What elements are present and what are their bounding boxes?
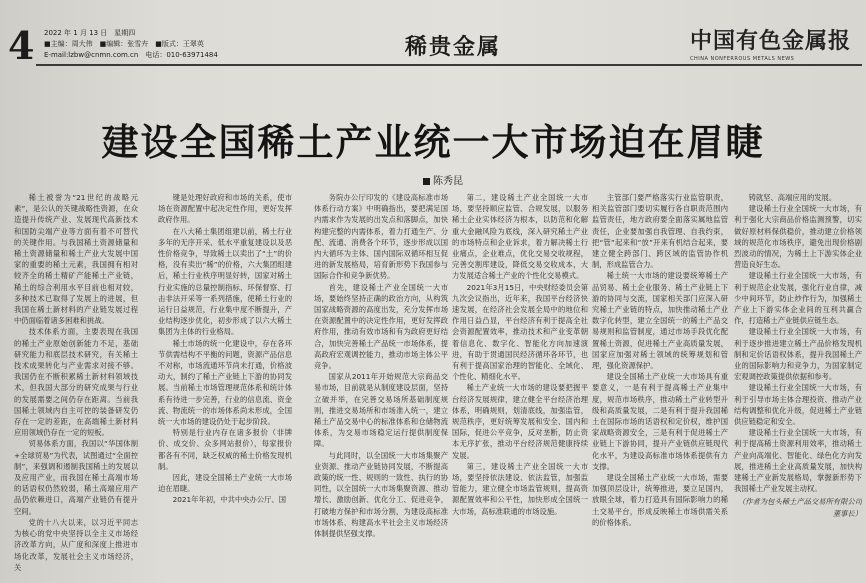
author-name: 陈秀昆 <box>433 176 463 187</box>
paragraph: 贸易体系方面，我国以“华国体制+全球贸易”为代表，试图通过“全面控制”，来强调和遏制我国稀土的发展以及应用产业，而我国在稀土高端市场的话语权仍然较弱，稀土高端应用产品仍依赖进口，高端产业链仍有提升空间。 <box>14 439 138 516</box>
article-column-5 <box>592 192 728 578</box>
article-headline: 建设全国稀土产业统一大市场迫在眉睫 <box>101 121 765 164</box>
article-column-4 <box>452 192 588 578</box>
issue-info <box>44 28 294 61</box>
paragraph: 建设稀土行业全国统一大市场，有利于引导市场主体合理投资、推动产业结构调整和优化升级，促进稀土产业链供应链稳定和安全。 <box>734 383 862 427</box>
square-bullet-icon <box>423 178 430 185</box>
paragraph: 建设稀土行业全国统一大市场，有利于逐步推进建立稀土产品价格发现机制和定价话语权体系，提升我国稀土产业的国际影响力和竞争力，为国家制定宏观调控政策提供依据和参考。 <box>734 327 862 382</box>
paragraph: 建设稀土行业全国统一大市场，有利于规范企业发展，强化行业自律，减少中间环节，防止炒作行为，加强稀土产业上下游实体企业间的互利共赢合作，打造稀土产业链供应链生态。 <box>734 271 862 326</box>
paragraph: 因此，建设全国稀土产业统一大市场迫在眉睫。 <box>158 473 292 494</box>
paragraph: 稀土产业统一大市场的建设要把握平台经济发展规律，建立健全平台经济治理体系，明确规则，划清底线，加强监管，规范秩序，更好统筹发展和安全、国内和国际，促进公平竞争，反对垄断，防止资本无序扩张，推动平台经济规范健康持续发展。 <box>452 383 588 460</box>
section-title: 稀贵金属 <box>405 34 502 60</box>
article-column-3 <box>314 192 448 578</box>
paragraph: 首先，建设稀土产业全国统一大市场，要始终坚持正确的政治方向，从构筑国家战略资源的高度出发，充分发挥市场在资源配置中的决定性作用，更好发挥政府作用，推动有效市场和有为政府更好结合，加快完善稀土产品统一市场体系，提高政府宏观调控能力，推动市场主体公平竞争。 <box>314 282 448 371</box>
paragraph: 国家从2011年开始规范大宗商品交易市场，目前就是从制度建设层面，坚持立破并举，在完善交易场所基础制度规则，推进交易场所和市场准入统一，建立稀土产品交易中心的标准体系和仓储物流体系，为交易市场稳定运行提供制度保障。 <box>314 372 448 449</box>
page-number: 4 <box>8 23 35 68</box>
header-rule <box>36 64 862 66</box>
byline <box>423 172 463 187</box>
paragraph: 稀土被誉为“21世纪的战略元素”，是公认的关键战略性资源，在众造提升传统产业、发展现代高新技术和国防尖端产业等方面有着不可替代的关键作用。与我国稀土资源储量和稀土资源储量和稀土产业大发展中国家的重要的稀土元素，我国拥有相对较齐全的稀土精矿产能稀土产业链，稀土的综合利用水平目前也相对较，多种技术已取得了发展上的进展，但我国在稀土新材料的产业链发展过程中仍面临着诸多困难和挑战。 <box>14 193 138 326</box>
article-column-2 <box>158 192 292 578</box>
paragraph: 与此同时，以全国统一大市场集聚产业资源、推动产业链协同发展，不断提高政策的统一性、规则的一致性、执行的协同性，以全国统一大市场集聚资源、推动增长、激励创新、优化分工、促进竞争，打破地方保护和市场分割，为建设高标准市场体系、构建高水平社会主义市场经济体制提供坚强支撑。 <box>314 450 448 539</box>
paper-name-en: CHINA NONFERROUS METALS NEWS <box>690 56 795 62</box>
paragraph: 技术体系方面，主要表现在我国的稀土产业原始创新能力不足，基础研究能力和底层技术研究，有关稀土技术成果转化与产业需求对接不够。我国仍在不断积累稀土新材料领域技术，但我国大部分的研究成果与行业的发展需要之间仍存在距离。当前我国稀土领域内自主可控的装备研发仍存在一定的差距，在高端稀土新材料应用领域仍存在一定的短板。 <box>14 327 138 438</box>
paragraph: 在八大稀土集团组建以前，稀土行业多年的无序开采、低水平重复建设以及恶性价格竞争，导致稀土以卖出了“土”的价格，没有卖出“稀”的价格，六大集团组建后，稀土行业秩序明显好转，国家对稀土行业实施的总量控制指标、环保督察、打击非法开采等一系列措施，使稀土行业的运行日益规范，行业集中度不断提升，产业结构逐步优化，初步形成了以六大稀土集团为主体的行业格局。 <box>158 226 292 337</box>
paragraph: 2021年年初，中共中央办公厅、国 <box>172 495 287 505</box>
author-note: （作者为包头稀土产品交易所有限公司董事长） <box>737 497 862 518</box>
paragraph: 建设全国稀土产业统一大市场具有重要意义，一是有利于提高稀土产业集中度，规范市场秩序，推动稀土产业转型升级和高质量发展，二是有利于提升我国稀土在国际市场的话语权和定价权，维护国家战略资源安全，三是有利于促进稀土产业链上下游协同，提升产业链供应链现代化水平，为建设高标准市场体系提供有力支撑。 <box>592 372 728 471</box>
article-column-6 <box>734 192 862 578</box>
paragraph: 铸就坚、高端应用的发展。 <box>748 193 837 202</box>
paragraph: 务院办公厅印发的《建设高标准市场体系行动方案》中明确指出，要把满足国内需求作为发展的出发点和落脚点，加快构建完整的内需体系，着力打通生产、分配、流通、消费各个环节，逐步形成以国内大循环为主体、国内国际双循环相互促进的新发展格局，培育新形势下我国参与国际合作和竞争新优势。 <box>314 193 448 281</box>
paragraph: 特别是行业内存在诸多报价（非牌价、成交价、众多网站报价），每家报价都各有不同，缺乏权威的稀土价格发现机制。 <box>158 428 292 471</box>
paragraph: 第二，建设稀土产业全国统一大市场，要坚持顺应监管、合规发展，以服务稀土企业实体经济为根本，以防范和化解重大金融风险为底线，深入研究稀土产业的市场特点和企业诉求，着力解决稀土行业痛点，企业难点，优化交易交收规程，完善交割库建设，降低交易交收成本，大力发展适合稀土产业的个性化交易模式。 <box>452 193 588 281</box>
paragraph: 键是处理好政府和市场的关系，使市场在资源配置中起决定性作用，更好发挥政府作用。 <box>158 193 292 225</box>
paragraph: 稀土统一大市场的建设要统筹稀土产品贸易、稀土企业服务、稀土产业链上下游的协同与交流，国家相关部门应深入研究稀土产业链的特点，加快推动稀土产业数字化转型，建立全国统一的稀土产品交易规则和监管制度，通过市场手段优化配置稀土资源，促进稀土产业高质量发展，国家应加强对稀土领域的统筹规划和管理，强化资源保护。 <box>592 271 728 371</box>
paragraph: 主管部门要严格落实行业监管职责，相关监管部门要切实履行各自职责范围内监管责任，地方政府要全面落实属地监管责任，企业要加强自我管理、自我约束，把“管”起来和“放”开来有机结合起来，要建立健全跨部门、跨区域的监管协作机制，形成监管合力。 <box>592 193 728 270</box>
newspaper-masthead <box>690 24 860 62</box>
contact-info: E-mail:lzbw@cnmn.com.cn 电话：010-63971484 <box>44 51 218 59</box>
paragraph: 第三，建设稀土产业全国统一大市场，要坚持依法建设、依法监管，加强监管能力，建立健全市场监管规则，提高资源配置效率和公平性，加快形成全国统一大市场，高标准联通的市场设施。 <box>452 461 588 516</box>
paragraph: 建设全国稀土产业统一大市场，需要加强顶层设计，统筹推进，要立足国内，放眼全球，着力打造具有国际影响力的稀土交易平台，形成反映稀土市场供需关系的价格体系。 <box>592 473 728 527</box>
paragraph: 建设稀土行业全国统一大市场，有利于提高稀土资源利用效率，推动稀土产业向高端化、智能化、绿色化方向发展，推进稀土企业高质量发展，加快构建稀土产业新发展格局，掌握新形势下我国稀土产业发展主动权。 <box>734 428 862 494</box>
editor-credits: ■主编：周大伟 ■编辑：张雪卉 ■版式：王翠英 <box>44 40 204 48</box>
paragraph: 建设稀土行业全国统一大市场，有利于强化大宗商品价格监测预警，切实做好原材料保供稳价，推动建立价格领域的规范化市场秩序，避免出现价格剧烈波动的情况，为稀土上下游实体企业营造良好生态。 <box>734 204 862 270</box>
paper-name-cn: 中国有色金属报 <box>690 28 852 54</box>
article-column-1 <box>14 192 138 578</box>
paragraph: 稀土市场的统一化建设中，存在各环节供需结构不平衡的问题，资源产品信息不对称，市场流通环节尚未打通，价格波动大，制约了稀土产业链上下游的协同发展。当前稀土市场管理规范体系和统计体系有待进一步完善，行业的信息流、资金流、物流统一的市场体系尚未形成，全国统一大市场的建设仍处于起步阶段。 <box>158 338 292 427</box>
issue-date: 2022 年 1 月 13 日 星期四 <box>44 29 136 37</box>
paragraph: 2021年3月15日，中央财经委员会第九次会议指出，近年来，我国平台经济快速发展，在经济社会发展全局中的地位和作用日益凸显，平台经济有利于提高全社会资源配置效率，推动技术和产业变革朝着信息化、数字化、智能化方向加速演进，有助于贯通国民经济循环各环节，也有利于提高国家治理的智能化、全域化、个性化、精细化水平。 <box>452 282 588 382</box>
paragraph: 党的十八大以来，以习近平同志为核心的党中央坚持以全主义市场经济改革方向，从广度和深度上推进市场化改革，发展社会主义市场经济，关 <box>14 517 138 572</box>
